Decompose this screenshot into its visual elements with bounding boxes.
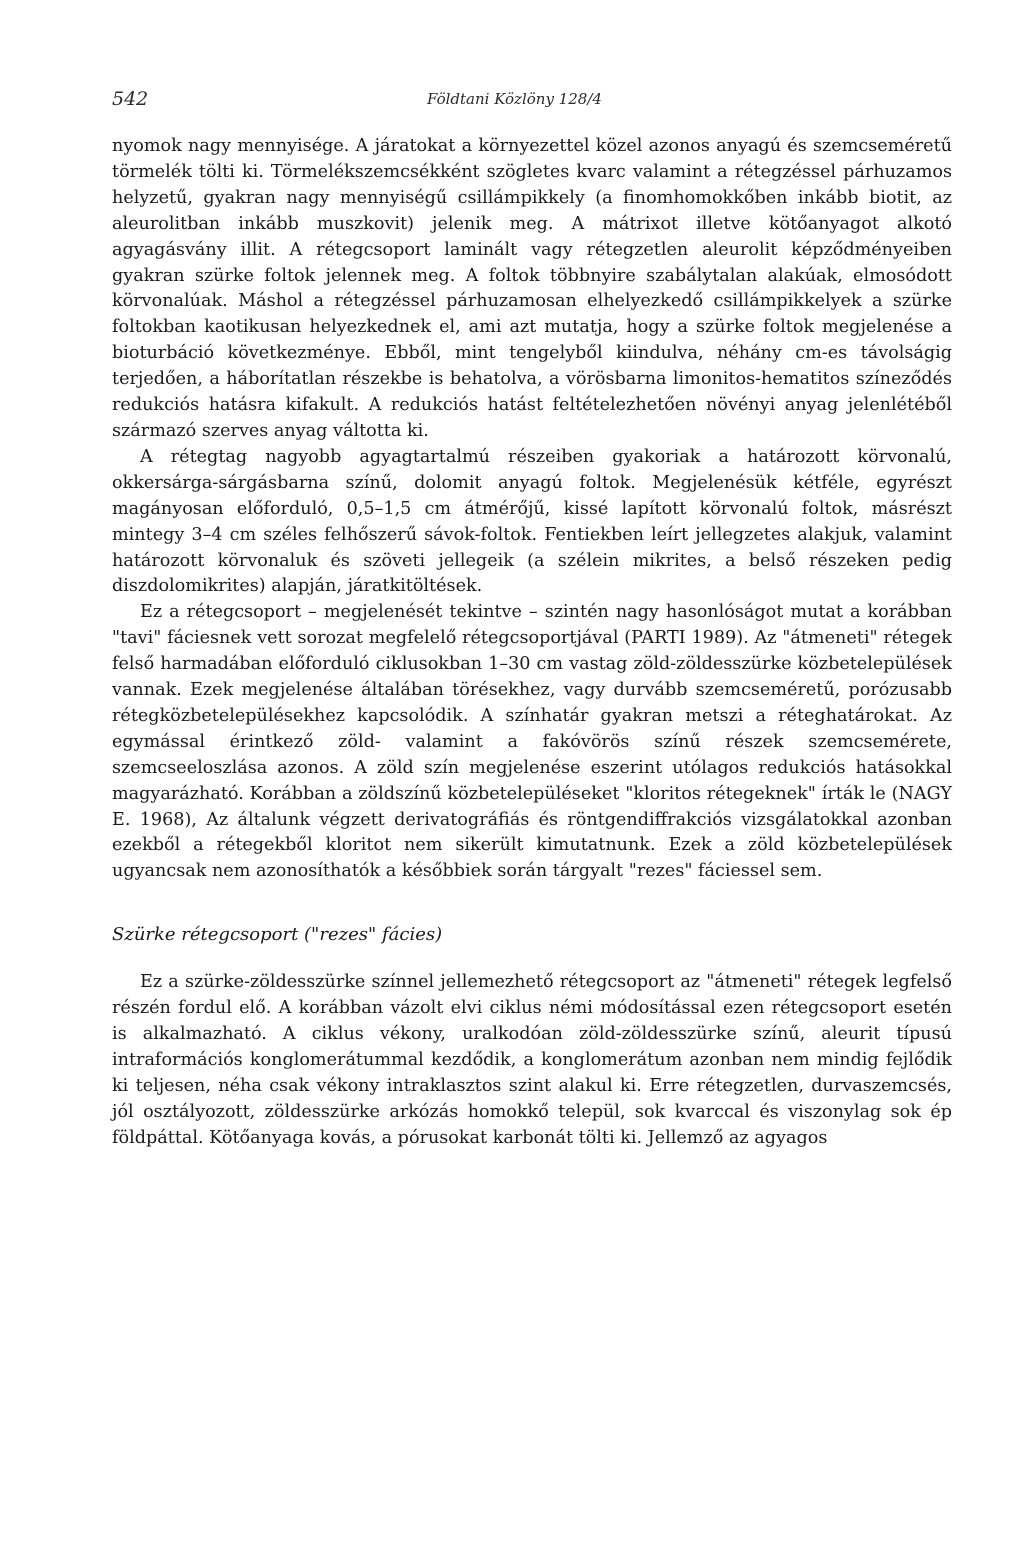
body-text [112, 134, 952, 1152]
paragraph-1: nyomok nagy mennyisége. A járatokat a környezettel közel azonos anyagú és szemcseméretű törmelék tölti ki. Törmelékszemcsékként szögletes kvarc valamint a rétegzéssel párhuzamos helyzetű, gyakran nagy mennyiségű csillámpikkely (a finomhomokkőben inkább biotit, az aleurolitban inkább muszkovit) jelenik meg. A mátrixot illetve kötőanyagot alkotó agyagásvány illit. A rétegcsoport laminált vagy rétegzetlen aleurolit képződményeiben gyakran szürke foltok jelennek meg. A foltok többnyire szabálytalan alakúak, elmosódott körvonalúak. Máshol a rétegzéssel párhuzamosan elhelyezkedő csillámpikkelyek a szürke foltokban kaotikusan helyezkednek el, ami azt mutatja, hogy a szürke foltok megjelenése a bioturbáció következménye. Ebből, mint tengelyből kiindulva, néhány cm-es távolságig terjedően, a háborítatlan részekbe is behatolva, a vörösbarna limonitos-hematitos színeződés redukciós hatásra kifakult. A redukciós hatást feltételezhetően növényi anyag jelenlétéből származó szerves anyag váltotta ki. [112, 136, 952, 441]
page-number: 542 [112, 88, 149, 110]
document-page [112, 88, 952, 1152]
running-head [112, 88, 952, 120]
journal-title: Földtani Közlöny 128/4 [427, 90, 602, 108]
paragraph-2: A rétegtag nagyobb agyagtartalmú részeiben gyakoriak a határozott körvonalú, okkersárga-sárgásbarna színű, dolomit anyagú foltok. Megjelenésük kétféle, egyrészt magányosan előforduló, 0,5–1,5 cm átmérőjű, kissé lapított körvonalú foltok, másrészt mintegy 3–4 cm széles felhőszerű sávok-foltok. Fentiekben leírt jellegzetes alakjuk, valamint határozott körvonaluk és szöveti jellegeik (a szélein mikrites, a belső részeken pedig diszdolomikrites) alapján, járatkitöltések. [112, 446, 952, 597]
section-heading: Szürke rétegcsoport ("rezes" fácies) [112, 924, 443, 946]
paragraph-3: Ez a rétegcsoport – megjelenését tekintve – szintén nagy hasonlóságot mutat a korábban "tavi" fáciesnek vett sorozat megfelelő rétegcsoportjával (PARTI 1989). Az "átmeneti" rétegek felső harmadában előforduló ciklusokban 1–30 cm vastag zöld-zöldesszürke közbetelepülések vannak. Ezek megjelenése általában törésekhez, vagy durvább szemcseméretű, porózusabb rétegközbetelepülésekhez kapcsolódik. A színhatár gyakran metszi a réteghatárokat. Az egymással érintkező zöld- valamint a fakóvörös színű részek szemcsemérete, szemcseeloszlása azonos. A zöld szín megjelenése eszerint utólagos redukciós hatásokkal magyarázható. Korábban a zöldszínű közbetelepüléseket "kloritos rétegeknek" írták le (NAGY E. 1968), Az általunk végzett derivatográfiás és röntgendiffrakciós vizsgálatokkal azonban ezekből a rétegekből kloritot nem sikerült kimutatnunk. Ezek a zöld közbetelepülések ugyancsak nem azonosíthatók a későbbiek során tárgyalt "rezes" fáciessel sem. [112, 602, 952, 882]
section-paragraph-1: Ez a szürke-zöldesszürke színnel jellemezhető rétegcsoport az "átmeneti" rétegek legfelső részén fordul elő. A korábban vázolt elvi ciklus némi módosítással ezen rétegcsoport esetén is alkalmazható. A ciklus vékony, uralkodóan zöld-zöldesszürke színű, aleurit típusú intraformációs konglomerátummal kezdődik, a konglomerátum azonban nem mindig fejlődik ki teljesen, néha csak vékony intraklasztos szint alakul ki. Erre rétegzetlen, durvaszemcsés, jól osztályozott, zöldesszürke arkózás homokkő települ, sok kvarccal és viszonylag sok ép földpáttal. Kötőanyaga kovás, a pórusokat karbonát tölti ki. Jellemző az agyagos [112, 972, 952, 1148]
